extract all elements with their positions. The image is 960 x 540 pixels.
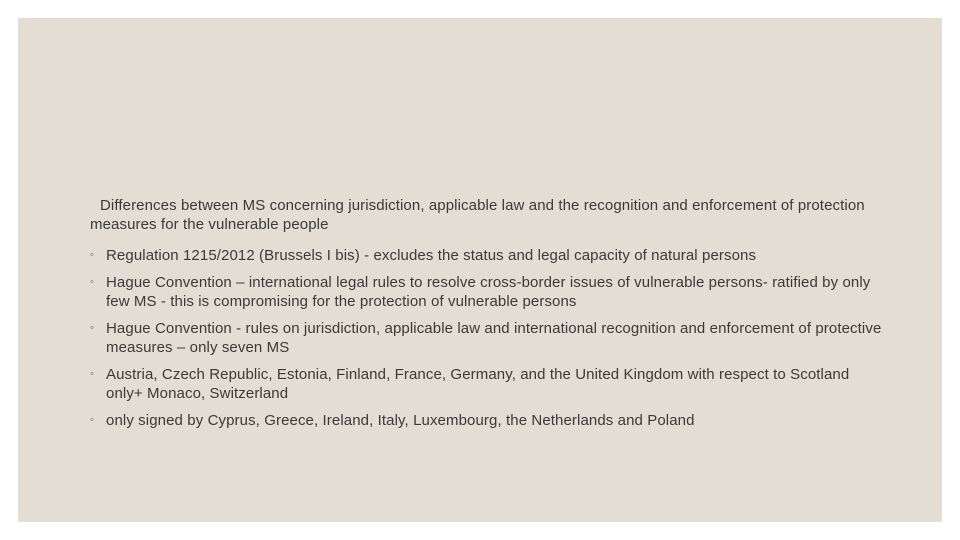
bullet-item bbox=[90, 411, 890, 430]
bullet-text: only signed by Cyprus, Greece, Ireland, Italy, Luxembourg, the Netherlands and Poland bbox=[106, 412, 695, 429]
slide bbox=[18, 18, 942, 522]
bullet-item bbox=[90, 365, 890, 403]
bullet-marker-icon: ◦ bbox=[90, 368, 94, 380]
intro-text: Differences between MS concerning jurisdiction, applicable law and the recognition and enforcement of protection measures for the vulnerable people bbox=[90, 197, 865, 233]
bullet-text: Hague Convention - rules on jurisdiction, applicable law and international recognition and enforcement of protective measures – only seven MS bbox=[106, 320, 882, 356]
bullet-item bbox=[90, 246, 890, 265]
bullet-marker-icon: ◦ bbox=[90, 322, 94, 334]
bullet-marker-icon: ◦ bbox=[90, 414, 94, 426]
bullet-text: Regulation 1215/2012 (Brussels I bis) - excludes the status and legal capacity of natural persons bbox=[106, 247, 757, 264]
bullet-item bbox=[90, 319, 890, 357]
bullet-text: Hague Convention – international legal rules to resolve cross-border issues of vulnerable persons- ratified by only few MS - this is compromising for the protection of vulnerable persons bbox=[106, 274, 871, 310]
bullet-item bbox=[90, 273, 890, 311]
bullet-list bbox=[90, 246, 890, 430]
slide-content bbox=[90, 196, 890, 438]
bullet-marker-icon: ◦ bbox=[90, 276, 94, 288]
bullet-marker-icon: ◦ bbox=[90, 249, 94, 261]
bullet-text: Austria, Czech Republic, Estonia, Finland, France, Germany, and the United Kingdom with respect to Scotland only+ Monaco, Switzerland bbox=[106, 366, 850, 402]
